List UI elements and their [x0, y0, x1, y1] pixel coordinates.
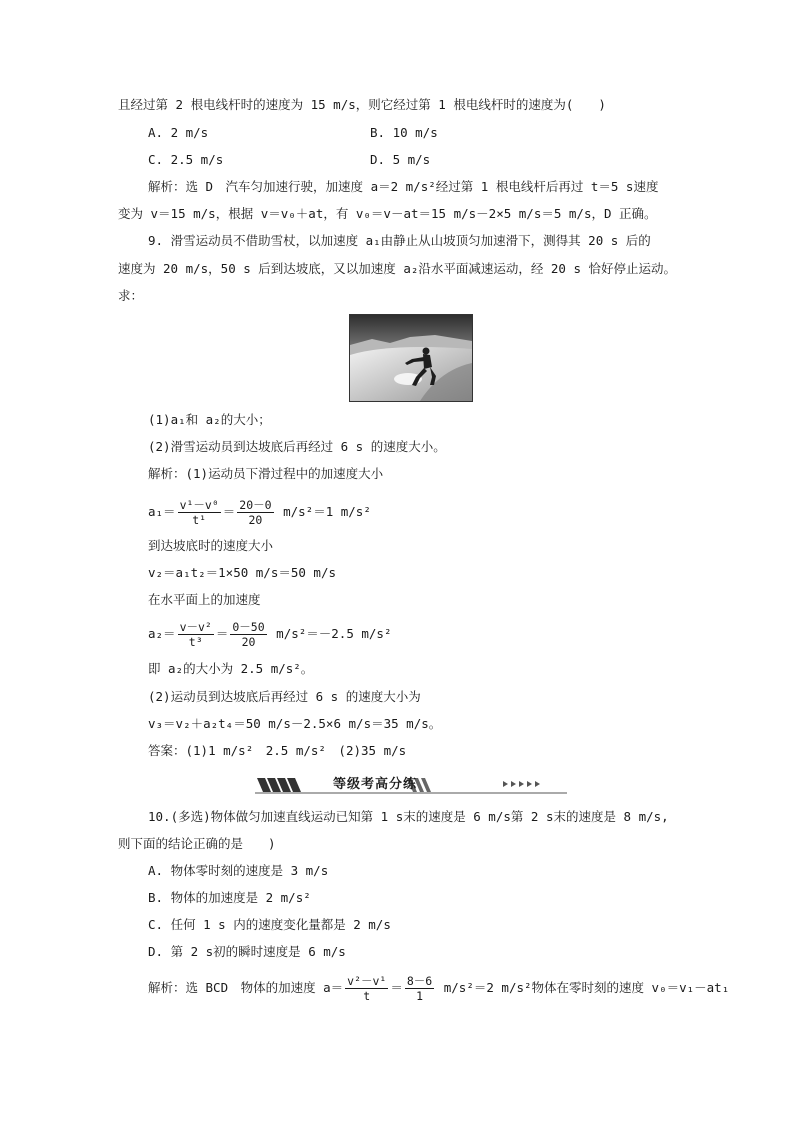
q9-answer: 答案：(1)1 m/s² 2.5 m/s² (2)35 m/s: [148, 743, 407, 758]
q9-stem-line2: 速度为 20 m/s，50 s 后到达坡底，又以加速度 a₂沿水平面减速运动，经 20 s 恰好停止运动。: [118, 261, 677, 276]
q10-stem-line1: 10.(多选)物体做匀加速直线运动已知第 1 s末的速度是 6 m/s第 2 s末的速度是 8 m/s,: [148, 809, 669, 824]
fraction-numerator: v¹－v⁰: [179, 498, 219, 512]
q9-accel-label: 在水平面上的加速度: [148, 592, 261, 607]
equals-sign: ＝: [215, 626, 229, 641]
q9-part2-line: (2)运动员到达坡底后再经过 6 s 的速度大小为: [148, 689, 421, 704]
equals-sign: ＝: [390, 980, 403, 995]
eq-a1-lhs: a₁＝: [148, 504, 176, 519]
q9-equation-a1: [148, 496, 371, 528]
eq-a1-result: m/s²＝1 m/s²: [275, 504, 371, 519]
q10-option-b: B. 物体的加速度是 2 m/s²: [148, 890, 311, 905]
q9-magnitude-line: 即 a₂的大小为 2.5 m/s²。: [148, 661, 314, 676]
q9-subquestion-2: (2)滑雪运动员到达坡底后再经过 6 s 的速度大小。: [148, 439, 446, 454]
fraction: [178, 620, 214, 649]
q9-stem-line3: 求：: [118, 288, 144, 303]
q9-equation-v2: v₂＝a₁t₂＝1×50 m/s＝50 m/s: [148, 565, 337, 580]
fraction-denominator: t¹: [192, 513, 207, 527]
q8-solution-line1: 解析：选 D 汽车匀加速行驶，加速度 a＝2 m/s²经过第 1 根电线杆后再过 t＝5 s速度: [148, 179, 659, 194]
eq-a2-lhs: a₂＝: [148, 626, 176, 641]
q9-subquestion-1: (1)a₁和 a₂的大小；: [148, 412, 271, 427]
q10-option-a: A. 物体零时刻的速度是 3 m/s: [148, 863, 329, 878]
q8-option-c: C. 2.5 m/s: [148, 152, 224, 167]
q10-stem-line2: 则下面的结论正确的是 ): [118, 836, 276, 851]
q10-option-d: D. 第 2 s初的瞬时速度是 6 m/s: [148, 944, 346, 959]
q8-stem-tail: 且经过第 2 根电线杆时的速度为 15 m/s，则它经过第 1 根电线杆时的速度为( ): [118, 97, 606, 112]
q9-stem-line1: 9. 滑雪运动员不借助雪杖，以加速度 a₁由静止从山坡顶匀加速滑下，测得其 20 s 后的: [148, 233, 651, 248]
fraction: [237, 498, 273, 527]
q8-solution-line2: 变为 v＝15 m/s，根据 v＝v₀＋at，有 v₀＝v－at＝15 m/s－2×5 m/s＝5 m/s，D 正确。: [118, 206, 657, 221]
skier-photo: [349, 314, 473, 402]
fraction-numerator: 20－0: [239, 498, 272, 512]
fraction-numerator: v－v²: [179, 620, 212, 634]
q8-option-b: B. 10 m/s: [370, 125, 438, 140]
fraction-denominator: 20: [248, 513, 263, 527]
fraction-numerator: v²－v¹: [347, 974, 387, 988]
equals-sign: ＝: [222, 504, 236, 519]
fraction: [178, 498, 221, 527]
section-title: 等级考高分练: [333, 777, 418, 792]
q9-solution-heading: 解析：(1)运动员下滑过程中的加速度大小: [148, 466, 384, 481]
fraction-denominator: t: [363, 989, 371, 1003]
fraction-denominator: 20: [241, 635, 256, 649]
q10-solution: [148, 972, 729, 1004]
eq-a2-result: m/s²＝－2.5 m/s²: [268, 626, 392, 641]
section-banner: [255, 776, 567, 794]
q9-speed-label: 到达坡底时的速度大小: [148, 538, 274, 553]
fraction-numerator: 0－50: [232, 620, 265, 634]
q10-option-c: C. 任何 1 s 内的速度变化量都是 2 m/s: [148, 917, 391, 932]
q8-option-d: D. 5 m/s: [370, 152, 431, 167]
fraction-numerator: 8－6: [406, 974, 433, 988]
q9-equation-v3: v₃＝v₂＋a₂t₄＝50 m/s－2.5×6 m/s＝35 m/s。: [148, 716, 442, 731]
fraction-denominator: 1: [416, 989, 424, 1003]
fraction: [345, 974, 388, 1003]
fraction: [230, 620, 266, 649]
q9-equation-a2: [148, 618, 391, 650]
q10-solution-tail: m/s²＝2 m/s²物体在零时刻的速度 v₀＝v₁－at₁: [436, 980, 730, 995]
fraction-denominator: t³: [188, 635, 203, 649]
q8-option-a: A. 2 m/s: [148, 125, 209, 140]
q10-solution-lead: 解析：选 BCD 物体的加速度 a＝: [148, 980, 344, 995]
fraction: [405, 974, 434, 1003]
